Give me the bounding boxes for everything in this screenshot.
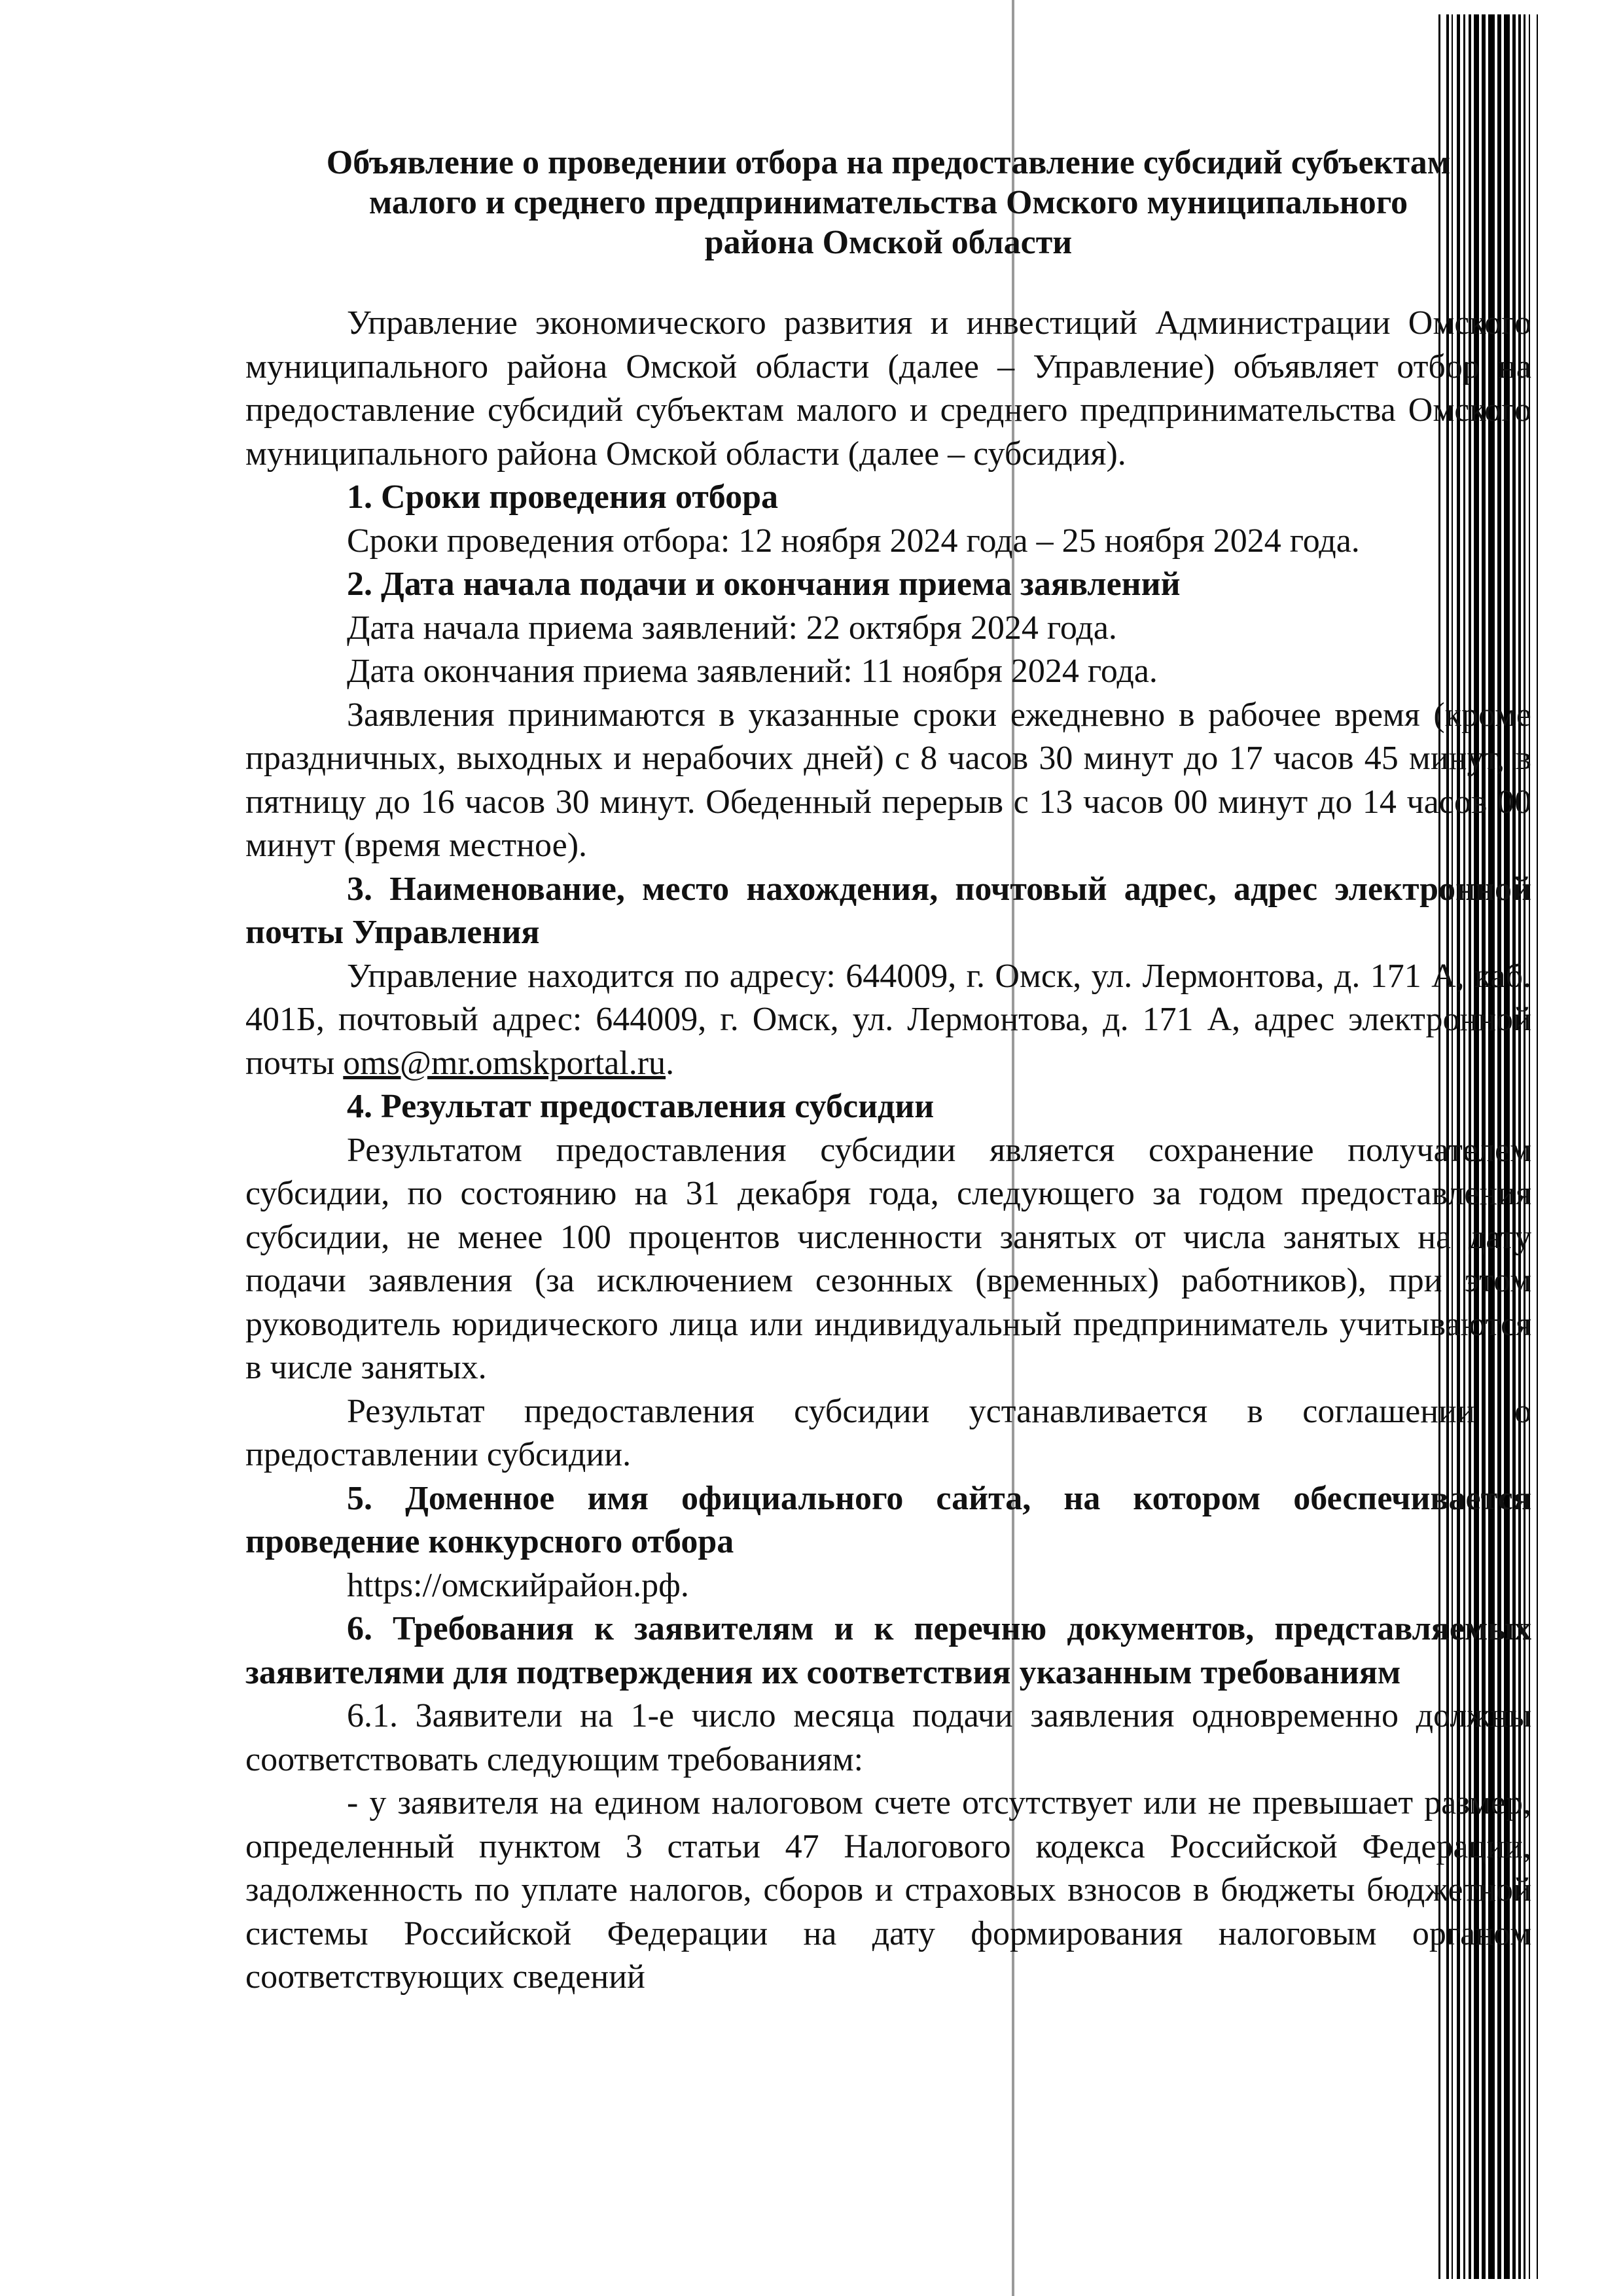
requirements-paragraph: 6.1. Заявители на 1-е число месяца подачи заявления одновременно должны соответствовать следующим требованиям:: [245, 1697, 1531, 1778]
email-link[interactable]: oms@mr.omskportal.ru: [343, 1044, 666, 1082]
section-heading-6: 6. Требования к заявителям и к перечню документов, представляемых заявителями для подтверждения их соответствия указанным требованиям: [245, 1610, 1531, 1691]
scanner-bar: [1537, 14, 1538, 2279]
address-tail: .: [666, 1044, 675, 1082]
official-site-url: https://омскийрайон.рф.: [347, 1566, 689, 1604]
document-body: [245, 143, 1531, 2000]
title-line: Объявление о проведении отбора на предоставление субсидий субъектам: [326, 144, 1451, 181]
agreement-paragraph: Результат предоставления субсидии устанавливается в соглашении о предоставлении субсидии.: [245, 1392, 1531, 1473]
intro-paragraph: Управление экономического развития и инвестиций Администрации Омского муниципального района Омской области (далее – Управление) объявляет отбор на предоставление субсидий субъектам малого и среднего предпринимательства Омского муниципального района Омской области (далее – субсидия).: [245, 304, 1531, 473]
requirement-item: - у заявителя на едином налоговом счете отсутствует или не превышает размер, определенный пунктом 3 статьи 47 Налогового кодекса Российской Федерации, задолженность по уплате налогов, сборов и страховых взносов в бюджеты бюджетной системы Российской Федерации на дату формирования налоговым органом соответствующих сведений: [245, 1784, 1531, 1996]
working-hours-paragraph: Заявления принимаются в указанные сроки ежедневно в рабочее время (кроме праздничных, выходных и нерабочих дней) с 8 часов 30 минут до 17 часов 45 минут, в пятницу до 16 часов 30 минут. Обеденный перерыв с 13 часов 00 минут до 14 часов 00 минут (время местное).: [245, 696, 1531, 864]
application-end-date: Дата окончания приема заявлений: 11 ноября 2024 года.: [347, 653, 1158, 690]
application-start-date: Дата начала приема заявлений: 22 октября 2024 года.: [347, 609, 1117, 647]
section-heading-4: 4. Результат предоставления субсидии: [347, 1088, 935, 1125]
address-paragraph: [245, 955, 1531, 1086]
section-heading-3: 3. Наименование, место нахождения, почтовый адрес, адрес электронной почты Управления: [245, 870, 1531, 951]
section-heading-5: 5. Доменное имя официального сайта, на котором обеспечивается проведение конкурсного отбора: [245, 1479, 1531, 1560]
document-title: [245, 143, 1531, 262]
address-text: Управление находится по адресу: 644009, г. Омск, ул. Лермонтова, д. 171 А, каб. 401Б, почтовый адрес: 644009, г. Омск, ул. Лермонтова, д. 171 А, адрес электронной почты: [245, 957, 1531, 1082]
title-line: района Омской области: [704, 224, 1073, 261]
selection-period: Сроки проведения отбора: 12 ноября 2024 года – 25 ноября 2024 года.: [347, 522, 1360, 560]
section-heading-1: 1. Сроки проведения отбора: [347, 478, 778, 516]
title-line: малого и среднего предпринимательства Омского муниципального: [368, 184, 1408, 221]
section-heading-2: 2. Дата начала подачи и окончания приема заявлений: [347, 565, 1181, 603]
result-paragraph: Результатом предоставления субсидии является сохранение получателем субсидии, по состоянию на 31 декабря года, следующего за годом предоставления субсидии, не менее 100 процентов численности занятых от числа занятых на дату подачи заявления (за исключением сезонных (временных) работников), при этом руководитель юридического лица или индивидуальный предприниматель учитываются в числе занятых.: [245, 1131, 1531, 1386]
